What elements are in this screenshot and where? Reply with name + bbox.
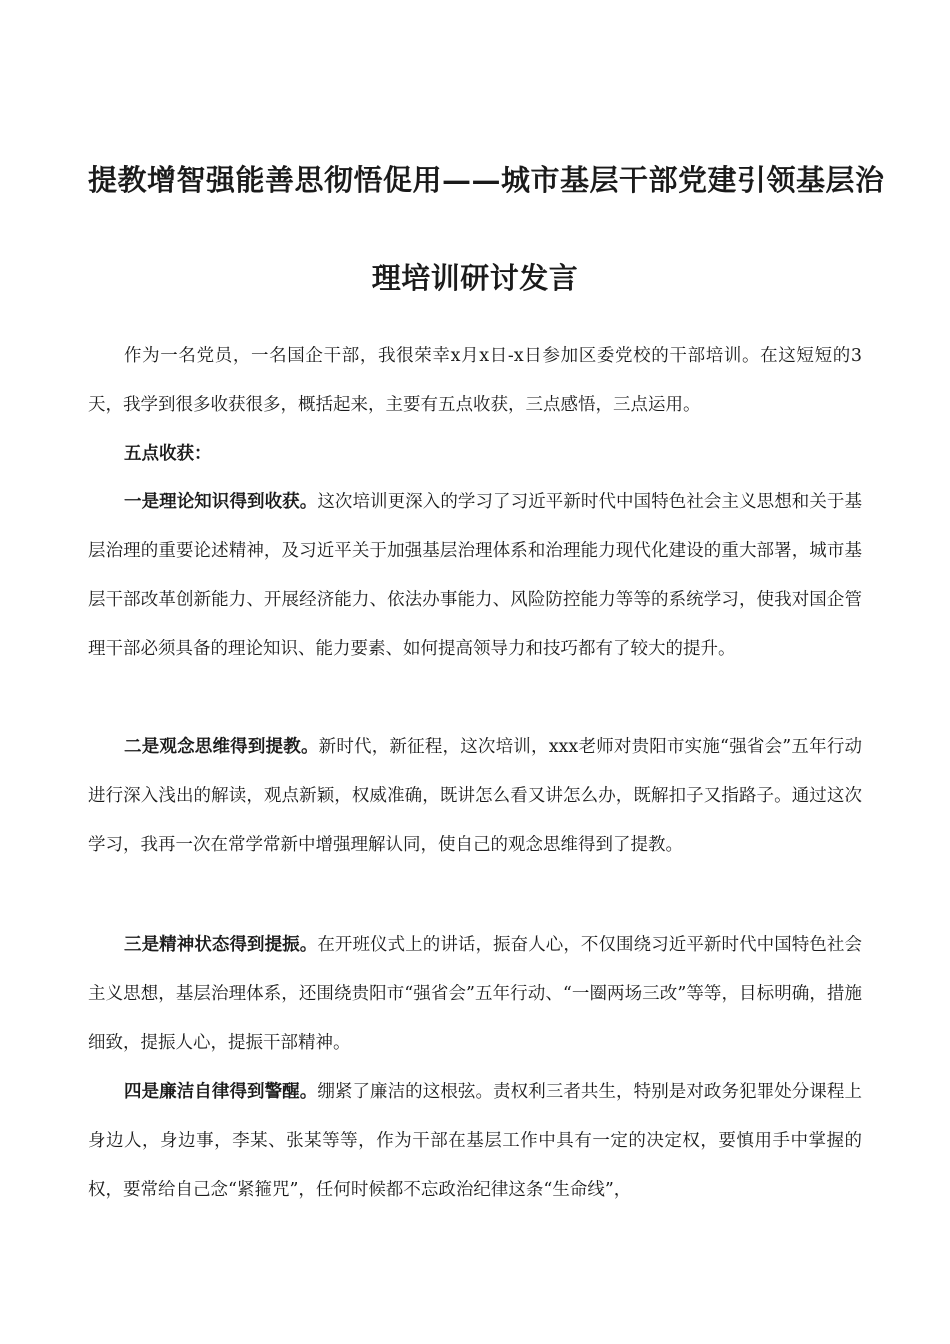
gain-item-4-body: 绷紧了廉洁的这根弦。责权利三者共生，特别是对政务犯罪处分课程上身边人，身边事，李某、张某等等，作为干部在基层工作中具有一定的决定权，要慎用手中掌握的权，要常给自己念“紧箍咒”，任何时候都不忘政治纪律这条“生命线”， <box>88 1082 863 1200</box>
document-title-line-2: 理培训研讨发言 <box>371 261 579 295</box>
gain-item-4-lead: 四是廉洁自律得到警醒。 <box>124 1082 318 1102</box>
gain-item-3 <box>88 921 862 1068</box>
section-heading: 五点收获： <box>124 444 212 464</box>
gain-item-2-lead: 二是观念思维得到提教。 <box>124 737 319 757</box>
gain-item-1 <box>88 478 862 674</box>
intro-paragraph: 作为一名党员，一名国企干部，我很荣幸x月x日-x日参加区委党校的干部培训。在这短短的3天，我学到很多收获很多，概括起来，主要有五点收获，三点感悟，三点运用。 <box>88 346 862 415</box>
gain-item-3-body: 在开班仪式上的讲话，振奋人心，不仅围绕习近平新时代中国特色社会主义思想，基层治理体系，还围绕贵阳市“强省会”五年行动、“一圈两场三改”等等，目标明确，措施细致，提振人心，提振干部精神。 <box>88 935 863 1053</box>
gain-item-2-body: 新时代，新征程，这次培训，xxx老师对贵阳市实施“强省会”五年行动进行深入浅出的解读，观点新颖，权威准确，既讲怎么看又讲怎么办，既解扣子又指路子。通过这次学习，我再一次在常学常新中增强理解认同，使自己的观念思维得到了提教。 <box>88 737 863 855</box>
gain-item-3-lead: 三是精神状态得到提振。 <box>124 935 318 955</box>
gain-item-2 <box>88 723 862 870</box>
gain-item-4 <box>88 1068 862 1215</box>
gain-item-1-body: 这次培训更深入的学习了习近平新时代中国特色社会主义思想和关于基层治理的重要论述精神，及习近平关于加强基层治理体系和治理能力现代化建设的重大部署，城市基层干部改革创新能力、开展经济能力、依法办事能力、风险防控能力等等的系统学习，使我对国企管理干部必须具备的理论知识、能力要素、如何提高领导力和技巧都有了较大的提升。 <box>88 492 863 659</box>
gain-item-1-lead: 一是理论知识得到收获。 <box>124 492 318 512</box>
document-title-line-1: 提教增智强能善思彻悟促用——城市基层干部党建引领基层治 <box>88 163 885 197</box>
